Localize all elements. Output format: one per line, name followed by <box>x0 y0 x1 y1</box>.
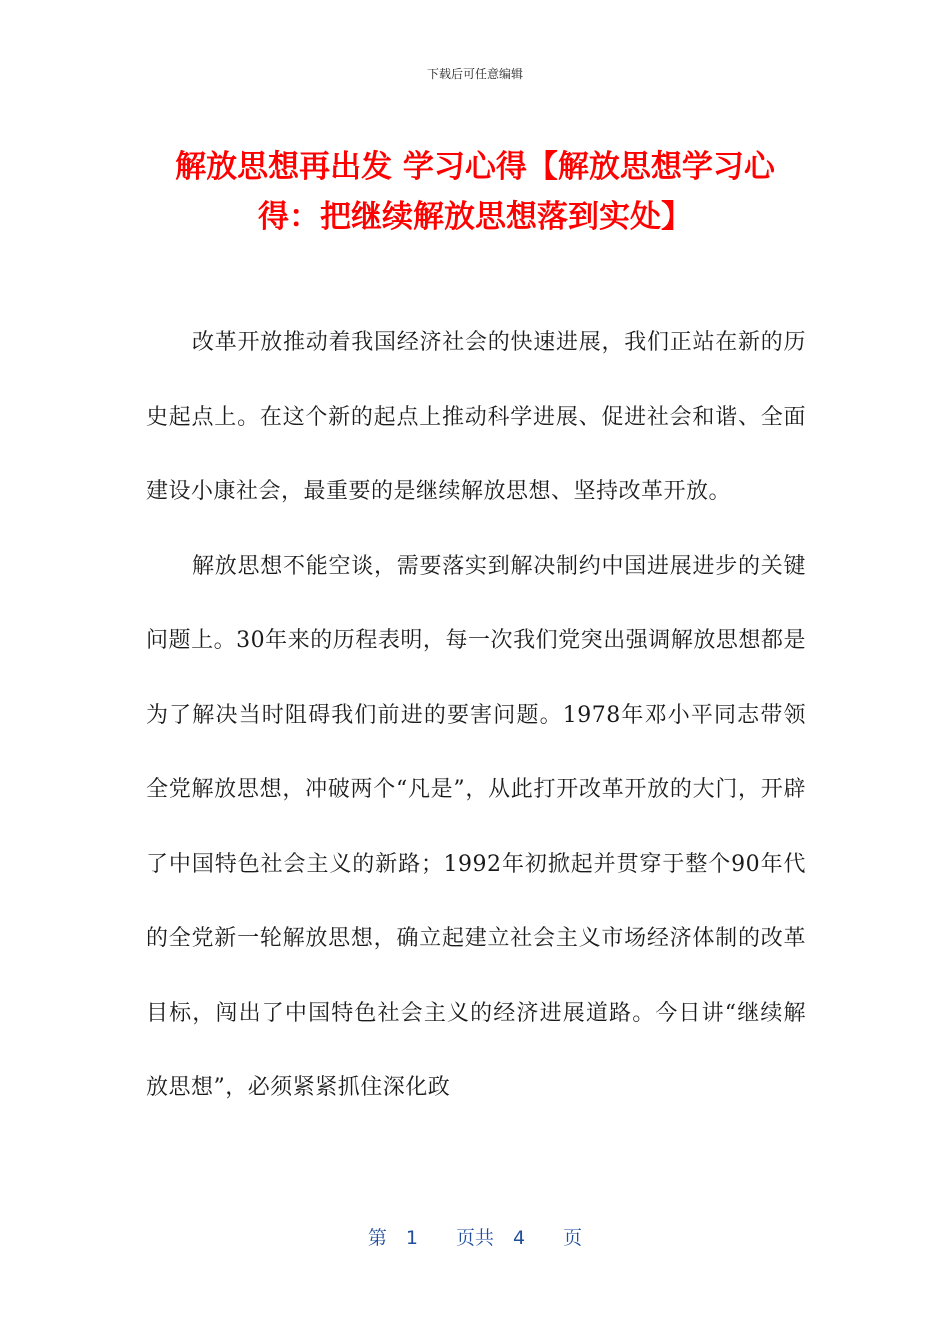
document-body <box>146 306 806 1126</box>
body-paragraph: 改革开放推动着我国经济社会的快速进展，我们正站在新的历史起点上。在这个新的起点上推动科学进展、促进社会和谐、全面建设小康社会，最重要的是继续解放思想、坚持改革开放。 <box>146 330 806 504</box>
page-number-footer: 第 1 页共 4 页 <box>367 1227 583 1249</box>
document-title-line-2: 得：把继续解放思想落到实处】 <box>258 199 692 235</box>
page-header-note: 下载后可任意编辑 <box>426 67 523 81</box>
body-paragraph: 解放思想不能空谈，需要落实到解决制约中国进展进步的关键问题上。30年来的历程表明，每一次我们党突出强调解放思想都是为了解决当时阻碍我们前进的要害问题。1978年邓小平同志带领全党解放思想，冲破两个“凡是”，从此打开改革开放的大门，开辟了中国特色社会主义的新路；1992年初掀起并贯穿于整个90年代的全党新一轮解放思想，确立起建立社会主义市场经济体制的改革目标，闯出了中国特色社会主义的经济进展道路。今日讲“继续解放思想”，必须紧紧抓住深化政 <box>146 553 806 1100</box>
document-title-line-1: 解放思想再出发 学习心得【解放思想学习心 <box>175 149 775 185</box>
document-title <box>140 142 810 242</box>
